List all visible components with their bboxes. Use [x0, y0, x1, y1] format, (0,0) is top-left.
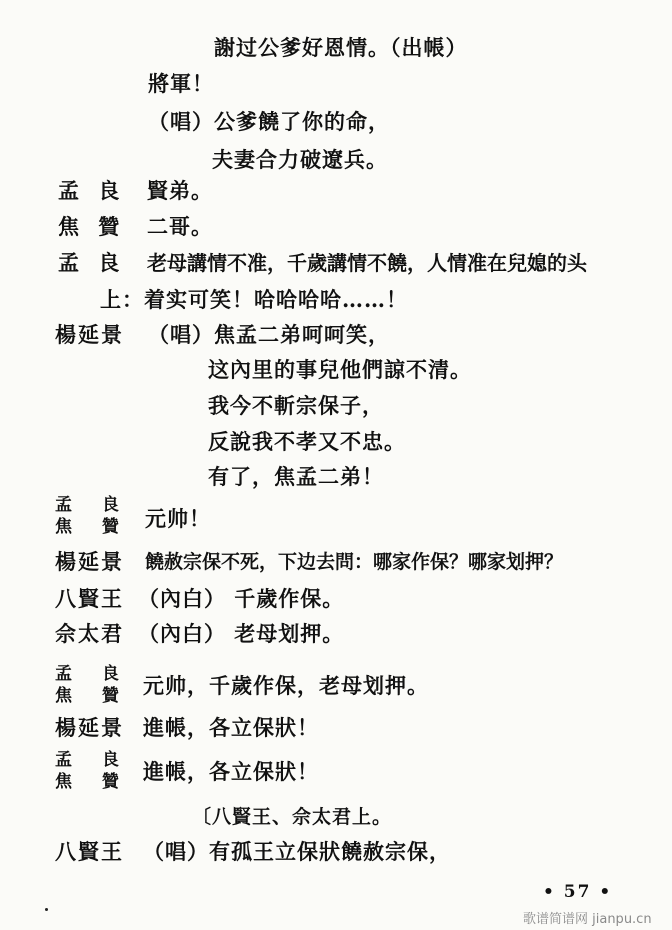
speaker-name: 焦 贊 — [55, 686, 131, 706]
sung-line: 反說我不孝又不忠。 — [208, 429, 406, 454]
speaker-name: 焦 贊 — [55, 772, 131, 792]
sung-line: 有了，焦孟二弟！ — [208, 464, 384, 489]
dialogue-line: 老母講情不准，千歲講情不饒，人情准在兒媳的头 — [147, 251, 587, 275]
dialogue-line: 上：着实可笑！哈哈哈哈……！ — [100, 287, 408, 312]
dialogue-line: 饒赦宗保不死，下边去問：哪家作保？哪家划押？ — [145, 551, 564, 573]
speaker-name: 焦 贊 — [55, 517, 131, 537]
sung-line: （唱）公爹饒了你的命， — [148, 109, 390, 134]
speaker-name: 佘太君 — [55, 621, 124, 646]
speaker-name: 楊延景 — [55, 322, 124, 347]
dialogue-line: 元帅！ — [145, 506, 211, 531]
sung-line: （唱）有孤王立保狀饒赦宗保， — [143, 839, 451, 864]
speaker-name: 孟 良 — [55, 664, 131, 684]
dialogue-line: 二哥。 — [147, 214, 213, 239]
stage-line: 謝过公爹好恩情。（出帳） — [214, 35, 468, 60]
dialogue-line: 進帳，各立保狀！ — [143, 715, 319, 740]
speaker-name: 楊延景 — [55, 549, 124, 574]
offstage-line: （內白） 千歲作保。 — [138, 586, 345, 611]
dual-speaker — [55, 663, 131, 707]
speaker-name: 八賢王 — [55, 839, 124, 864]
page-number: • 57 • — [543, 882, 613, 902]
stage-direction: 〔八賢王、佘太君上。 — [192, 806, 393, 828]
sung-line: 夫妻合力破遼兵。 — [212, 147, 388, 172]
speaker-name: 八賢王 — [55, 586, 124, 611]
dialogue-line: 元帅，千歲作保，老母划押。 — [143, 673, 429, 698]
sung-line: （唱）焦孟二弟呵呵笑， — [148, 322, 390, 347]
dialogue-line: 將軍！ — [148, 71, 214, 96]
speaker-name: 焦 贊 — [58, 214, 126, 239]
speaker-name: 孟 良 — [58, 178, 126, 203]
speck — [45, 908, 48, 911]
watermark: 歌谱简谱网 jianpu.cn — [523, 912, 652, 927]
sung-line: 这內里的事兒他們諒不清。 — [208, 357, 472, 382]
sung-line: 我今不斬宗保子， — [208, 393, 384, 418]
dual-speaker — [55, 749, 131, 793]
speaker-name: 孟 良 — [58, 250, 126, 275]
dialogue-line: 賢弟。 — [147, 178, 213, 203]
offstage-line: （內白） 老母划押。 — [138, 621, 345, 646]
speaker-name: 孟 良 — [55, 495, 131, 515]
dialogue-line: 進帳，各立保狀！ — [143, 759, 319, 784]
speaker-name: 楊延景 — [55, 715, 124, 740]
dual-speaker — [55, 494, 131, 538]
speaker-name: 孟 良 — [55, 750, 131, 770]
